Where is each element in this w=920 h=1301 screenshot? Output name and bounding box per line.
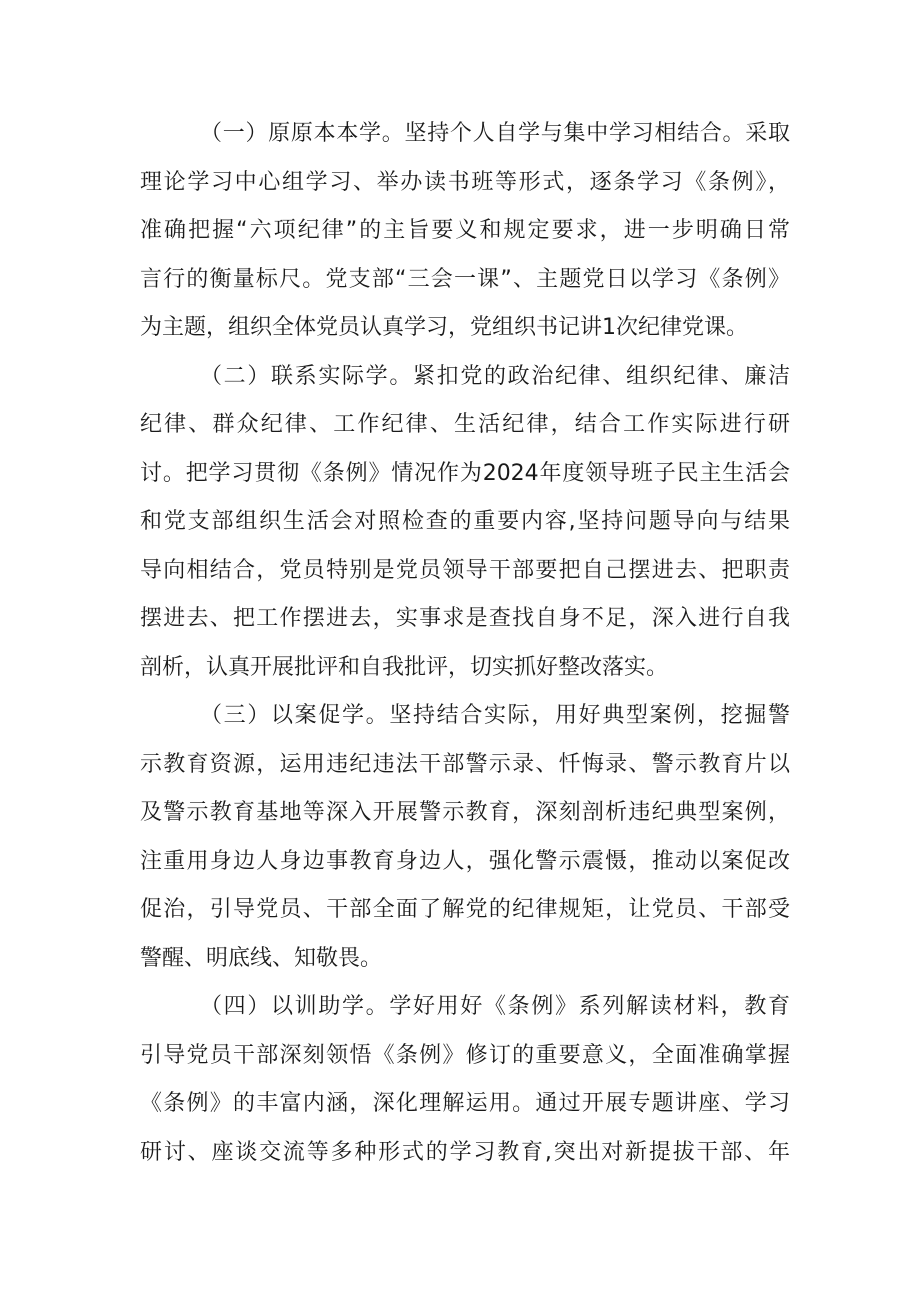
paragraph-1 xyxy=(140,110,790,353)
text-line: 纪律、群众纪律、工作纪律、生活纪律，结合工作实际进行研 xyxy=(140,412,790,437)
text-line: 注重用身边人身边事教育身边人，强化警示震慑，推动以案促改 xyxy=(140,848,790,874)
text-line: （三）以案促学。坚持结合实际，用好典型案例，挖掘警 xyxy=(200,703,790,728)
document-body xyxy=(140,110,790,1177)
text-line: 引导党员干部深刻领悟《条例》修订的重要意义，全面准确掌握 xyxy=(140,1042,790,1068)
paragraph-3 xyxy=(140,692,790,983)
text-line: 摆进去、把工作摆进去，实事求是查找自身不足，深入进行自我 xyxy=(140,606,790,631)
paragraph-2 xyxy=(140,353,790,693)
text-line: 剖析，认真开展批评和自我批评，切实抓好整改落实。 xyxy=(140,654,669,680)
text-line: 《条例》的丰富内涵，深化理解运用。通过开展专题讲座、学习 xyxy=(140,1091,790,1116)
text-line: 警醒、明底线、知敬畏。 xyxy=(140,945,383,971)
text-line: 示教育资源，运用违纪违法干部警示录、忏悔录、警示教育片以 xyxy=(140,751,790,777)
text-line: 促治，引导党员、干部全面了解党的纪律规矩，让党员、干部受 xyxy=(140,897,790,922)
text-line: 准确把握“六项纪律”的主旨要义和规定要求，进一步明确日常 xyxy=(140,218,790,243)
text-line: 及警示教育基地等深入开展警示教育，深刻剖析违纪典型案例， xyxy=(140,800,790,825)
text-line: 讨。把学习贯彻《条例》情况作为2024年度领导班子民主生活会 xyxy=(140,460,790,486)
paragraph-4 xyxy=(140,983,790,1177)
text-line: 为主题，组织全体党员认真学习，党组织书记讲1次纪律党课。 xyxy=(140,315,748,340)
text-line: 理论学习中心组学习、举办读书班等形式，逐条学习《条例》， xyxy=(140,169,790,195)
text-line: 导向相结合，党员特别是党员领导干部要把自己摆进去、把职责 xyxy=(140,557,790,583)
text-line: 研讨、座谈交流等多种形式的学习教育,突出对新提拔干部、年 xyxy=(140,1139,790,1165)
text-line: （一）原原本本学。坚持个人自学与集中学习相结合。采取 xyxy=(200,121,790,146)
text-line: 言行的衡量标尺。党支部“三会一课”、主题党日以学习《条例》 xyxy=(140,266,790,292)
text-line: （四）以训助学。学好用好《条例》系列解读材料，教育 xyxy=(200,994,790,1019)
text-line: （二）联系实际学。紧扣党的政治纪律、组织纪律、廉洁 xyxy=(200,363,790,389)
text-line: 和党支部组织生活会对照检查的重要内容,坚持问题导向与结果 xyxy=(140,509,790,534)
